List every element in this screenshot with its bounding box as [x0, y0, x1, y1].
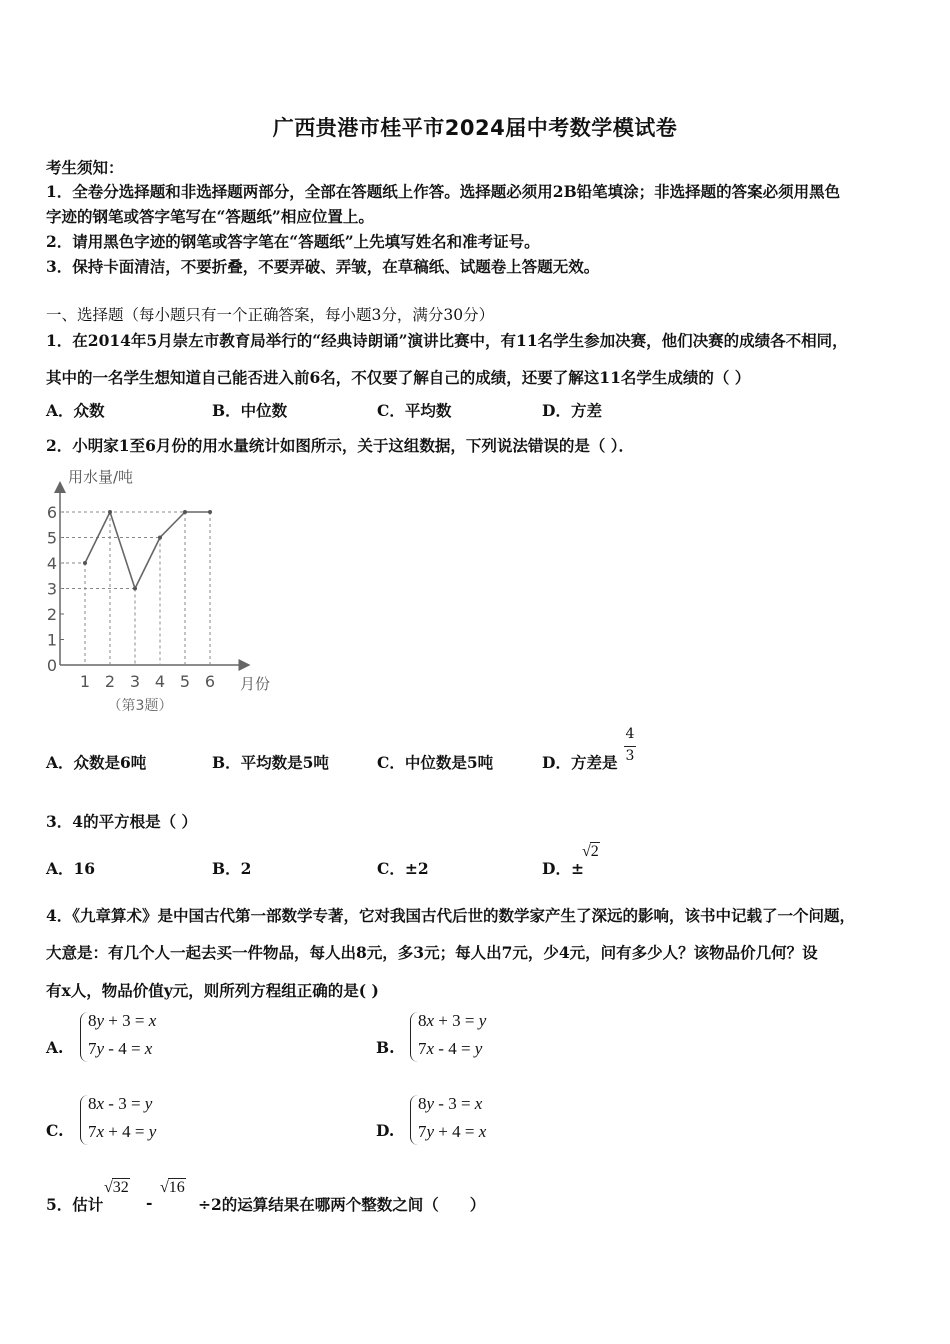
series-line [85, 512, 210, 589]
q4-option-d-eq2: 7y + 4 = x [418, 1122, 487, 1141]
q3-d-radicand: 2 [590, 843, 599, 860]
q3-stem: 3．4的平方根是（ ） [46, 812, 197, 831]
q5-minus: - [146, 1193, 153, 1212]
q2-d-fraction-denominator: 3 [625, 748, 635, 764]
q2-d-fraction-bar [624, 746, 636, 747]
q2-option-b: B．平均数是5吨 [212, 753, 329, 772]
q5-radicand-32: 32 [112, 1179, 129, 1196]
q1-option-b: B．中位数 [212, 401, 288, 420]
x-tick-label: 3 [129, 672, 141, 691]
y-tick-label: 1 [46, 630, 58, 650]
data-point [133, 587, 137, 591]
q2-option-c: C．中位数是5吨 [377, 753, 494, 772]
q2-option-d: D．方差是 [542, 753, 618, 772]
y-tick-label: 2 [46, 605, 58, 624]
page-title: 广西贵港市桂平市2024届中考数学模试卷 [272, 116, 678, 140]
x-tick-label: 2 [104, 672, 116, 691]
section-heading: 一、选择题（每小题只有一个正确答案，每小题3分，满分30分） [46, 306, 495, 324]
q5-sqrt-32: √32 [104, 1179, 129, 1196]
q1-option-d: D．方差 [542, 401, 602, 420]
q4-stem-line1: 4．《九章算术》是中国古代第一部数学专著，它对我国古代后世的数学家产生了深远的影响，该书中记载了一个问题， [46, 906, 856, 925]
x-tick-label: 6 [204, 672, 216, 691]
notice-item-3: 3．保持卡面清洁，不要折叠，不要弄破、弄皱，在草稿纸、试题卷上答题无效。 [46, 257, 600, 276]
y-axis-label: 用水量/吨 [68, 468, 134, 486]
y-tick-label: 4 [46, 554, 58, 573]
q4-stem-line2: 大意是：有几个人一起去买一件物品，每人出8元，多3元；每人出7元，少4元，问有多少人？该物品价几何？设 [46, 943, 818, 962]
x-axis-label: 月份 [239, 675, 271, 693]
q4-option-b-eq1: 8x + 3 = y [418, 1011, 487, 1030]
y-tick-label: 5 [46, 528, 58, 548]
q3-option-b: B．2 [212, 859, 252, 878]
data-point [83, 561, 87, 565]
notice-item-1: 1．全卷分选择题和非选择题两部分，全部在答题纸上作答。选择题必须用2B铅笔填涂；非选择题的答案必须用黑色 [46, 182, 841, 201]
q2-stem: 2．小明家1至6月份的用水量统计如图所示，关于这组数据，下列说法错误的是（ ）． [46, 436, 635, 455]
q1-stem-line2: 其中的一名学生想知道自己能否进入前6名，不仅要了解自己的成绩，还要了解这11名学生成绩的（ ） [46, 368, 751, 387]
q5-prefix: 5．估计 [46, 1195, 104, 1214]
q3-option-a: A．16 [46, 859, 96, 878]
q4-option-a-eq2: 7y - 4 = x [88, 1039, 153, 1058]
q4-option-c-eq1: 8x - 3 = y [88, 1094, 153, 1113]
q4-option-b-eq2: 7x - 4 = y [418, 1039, 483, 1058]
data-point [183, 510, 187, 514]
q2-option-a: A．众数是6吨 [46, 753, 147, 772]
q4-option-b-label: B. [376, 1038, 395, 1057]
q1-option-a: A．众数 [46, 401, 105, 420]
notice-item-1-cont: 字迹的钢笔或答字笔写在“答题纸”相应位置上。 [46, 207, 374, 226]
chart-caption: （第3题） [107, 698, 173, 714]
x-tick-label: 5 [179, 672, 191, 691]
origin-label: 0 [46, 656, 58, 675]
notice-heading: 考生须知： [46, 158, 124, 177]
y-tick-label: 3 [46, 579, 58, 599]
q5-radicand-16: 16 [168, 1179, 185, 1196]
data-point [208, 510, 212, 514]
water-usage-chart [40, 460, 280, 715]
q1-stem-line1: 1．在2014年5月崇左市教育局举行的“经典诗朗诵”演讲比赛中，有11名学生参加决赛，他们决赛的成绩各不相同， [46, 331, 848, 350]
q1-option-c: C．平均数 [377, 401, 452, 420]
q3-option-c: C．±2 [377, 859, 429, 878]
q4-option-c-eq2: 7x + 4 = y [88, 1122, 157, 1141]
q4-option-d-label: D. [376, 1121, 395, 1140]
notice-item-2: 2．请用黑色字迹的钢笔或答字笔在“答题纸”上先填写姓名和准考证号。 [46, 232, 540, 251]
x-tick-label: 4 [154, 672, 166, 691]
data-point [158, 536, 162, 540]
q5-sqrt-16: √16 [160, 1179, 185, 1196]
q4-option-a-label: A. [46, 1038, 64, 1057]
q2-d-fraction-numerator: 4 [625, 726, 635, 742]
q3-option-d: D．± [542, 859, 584, 878]
q4-option-a-eq1: 8y + 3 = x [88, 1011, 157, 1030]
q4-stem-line3: 有x人，物品价值y元，则所列方程组正确的是( ) [46, 981, 379, 1000]
q4-option-d-eq1: 8y - 3 = x [418, 1094, 483, 1113]
x-tick-label: 1 [79, 672, 91, 691]
q3-d-sqrt: √2 [582, 843, 599, 860]
y-tick-label: 6 [46, 503, 58, 522]
q4-option-c-label: C. [46, 1121, 64, 1140]
q5-suffix: ÷2的运算结果在哪两个整数之间（ ） [198, 1195, 486, 1214]
data-point [108, 510, 112, 514]
